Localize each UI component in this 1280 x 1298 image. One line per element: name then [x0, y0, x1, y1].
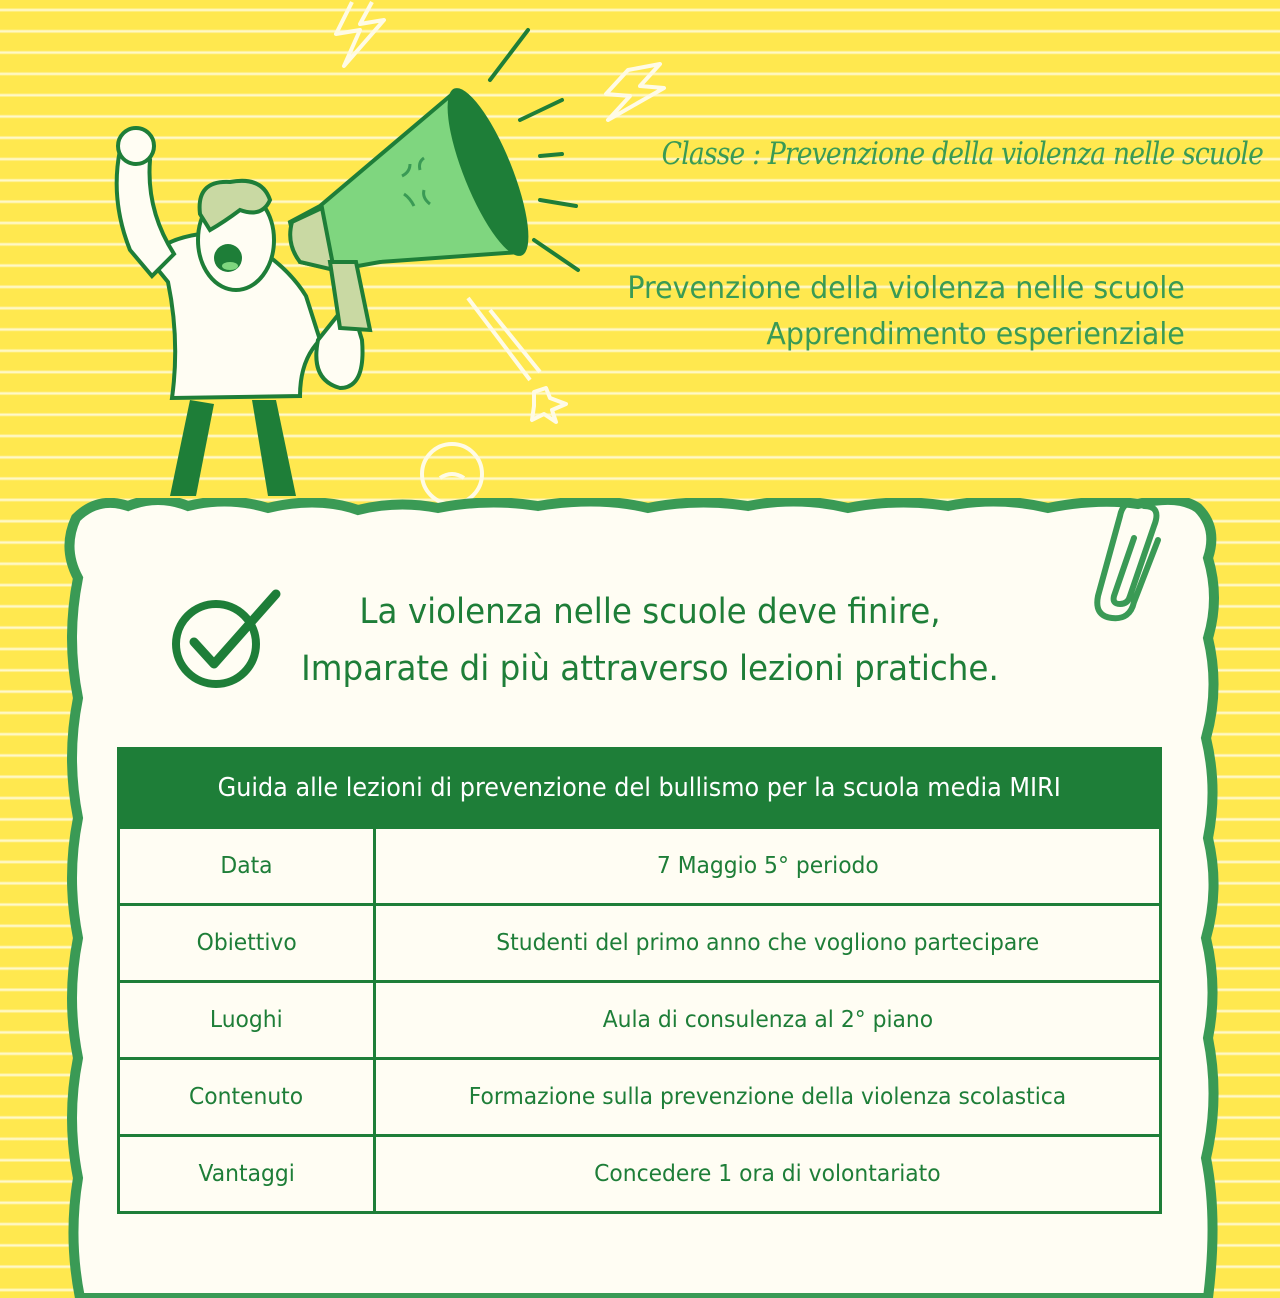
table-row-obiettivo [117, 906, 1162, 983]
person-megaphone-illustration [0, 0, 1280, 520]
headline-text [270, 584, 1030, 698]
row-value [376, 906, 1159, 980]
row-label-text: Vantaggi [198, 1161, 295, 1187]
row-label [120, 1060, 376, 1134]
row-label [120, 983, 376, 1057]
row-value-text: 7 Maggio 5° periodo [656, 853, 879, 879]
row-label [120, 1137, 376, 1211]
table-title-text: Guida alle lezioni di prevenzione del bullismo per la scuola media MIRI [217, 773, 1062, 803]
class-title: Classe : Prevenzione della violenza nelle scuole [661, 136, 1263, 172]
table-row-luoghi [117, 983, 1162, 1060]
row-label-text: Data [220, 853, 273, 879]
row-value-text: Concedere 1 ora di volontariato [594, 1161, 941, 1187]
row-value-text: Aula di consulenza al 2° piano [602, 1007, 933, 1033]
subtitle-line-1: Prevenzione della violenza nelle scuole [627, 271, 1185, 306]
headline-line-2: Imparate di più attraverso lezioni pratiche. [301, 649, 999, 689]
row-label [120, 829, 376, 903]
row-value [376, 829, 1159, 903]
row-value [376, 983, 1159, 1057]
table-title [117, 747, 1162, 829]
row-label-text: Obiettivo [196, 930, 297, 956]
row-label-text: Luoghi [210, 1007, 283, 1033]
lesson-guide-table [117, 747, 1162, 1214]
row-value-text: Studenti del primo anno che vogliono partecipare [496, 930, 1039, 956]
row-label-text: Contenuto [189, 1084, 304, 1110]
subtitle [598, 266, 1185, 358]
table-row-vantaggi [117, 1137, 1162, 1214]
table-row-contenuto [117, 1060, 1162, 1137]
row-value [376, 1060, 1159, 1134]
row-label [120, 906, 376, 980]
row-value-text: Formazione sulla prevenzione della violenza scolastica [468, 1084, 1067, 1110]
paperclip-icon [1084, 486, 1174, 626]
subtitle-line-2: Apprendimento esperienziale [766, 317, 1185, 352]
check-circle-icon [172, 586, 284, 690]
headline-line-1: La violenza nelle scuole deve finire, [359, 592, 941, 632]
row-value [376, 1137, 1159, 1211]
table-row-data [117, 829, 1162, 906]
